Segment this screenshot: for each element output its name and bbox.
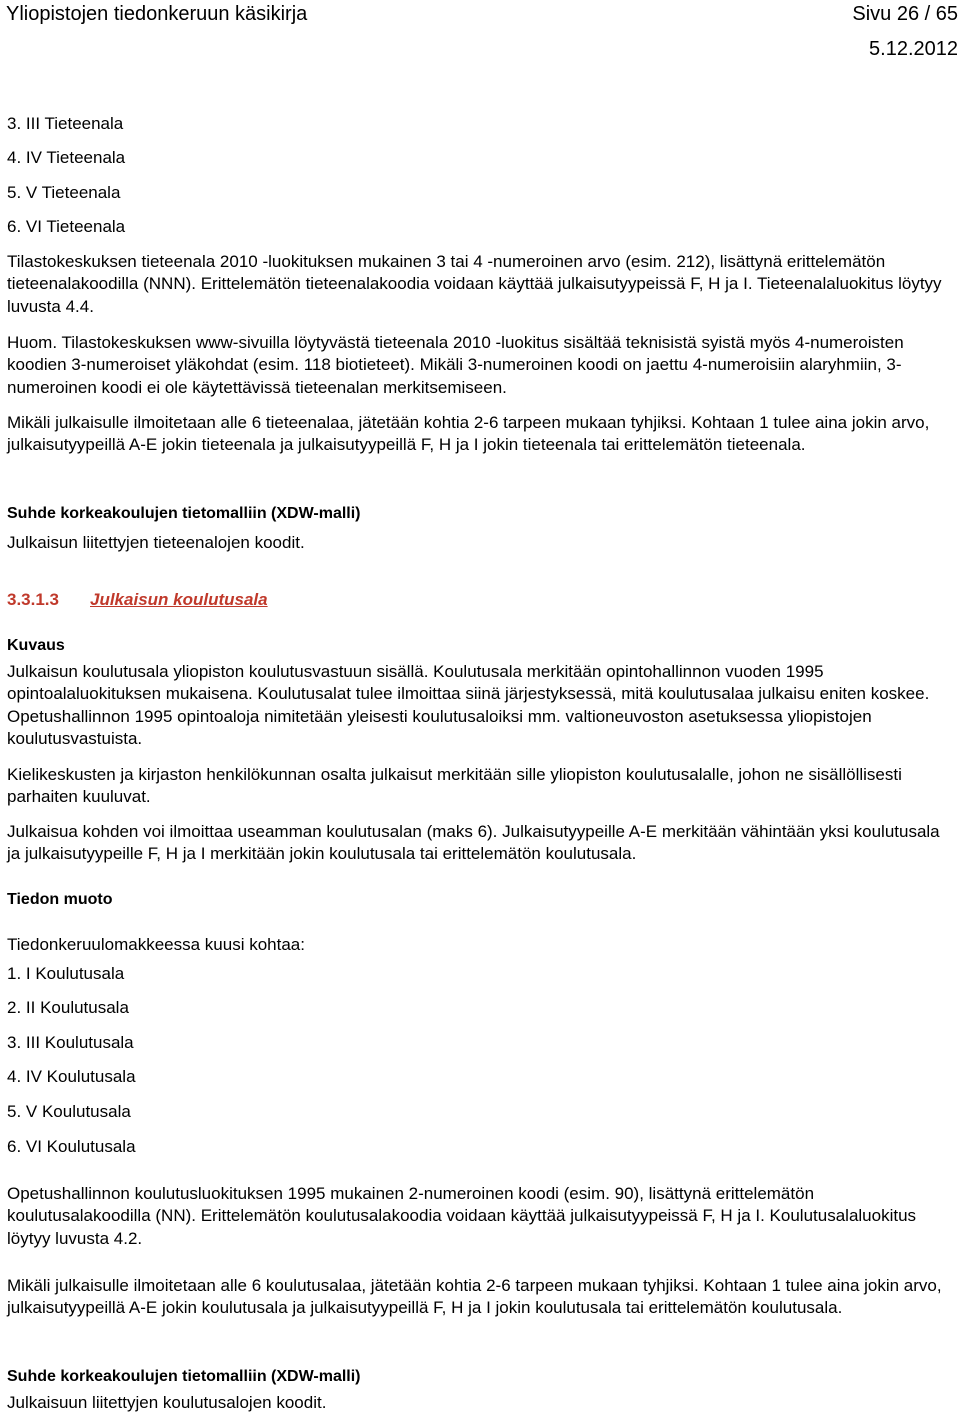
list-item: 3. III Tieteenala [7,114,124,133]
section-heading [7,589,268,611]
xdw-relation-heading: Suhde korkeakoulujen tietomalliin (XDW-malli) [7,505,361,522]
form-intro: Tiedonkeruulomakkeessa kuusi kohtaa: [7,935,305,954]
kuvaus-heading: Kuvaus [7,637,65,654]
paragraph-kuvaus: Julkaisun koulutusala yliopiston koulutusvastuun sisällä. Koulutusala merkitään opintohallinnon vuoden 1995 opintoalaluokituksen mukaisena. Koulutusalat tulee ilmoittaa siinä järjestyksessä, mitä koulutusalaa julkaisu eniten koskee. Opetushallinnon 1995 opintoaloja nimitetään yleisesti koulutusaloiksi mm. valtioneuvoston asetuksessa yliopistojen koulutusvastuista. [7,662,930,748]
list-item: 4. IV Tieteenala [7,148,126,167]
list-item: 2. II Koulutusala [7,998,129,1017]
list-item: 1. I Koulutusala [7,964,125,983]
document-date: 5.12.2012 [869,38,958,60]
tiedon-muoto-heading: Tiedon muoto [7,891,113,908]
list-item: 6. VI Tieteenala [7,217,126,236]
list-item: 6. VI Koulutusala [7,1137,136,1156]
paragraph-julkaisua: Julkaisua kohden voi ilmoittaa useamman koulutusalan (maks 6). Julkaisutyypeille A-E merkitään vähintään yksi koulutusala ja julkaisutyypeille F, H ja I merkitään jokin koulutusala tai erittelemätön koulutusala. [7,822,940,864]
page-number: Sivu 26 / 65 [852,3,958,25]
document-title: Yliopistojen tiedonkeruun käsikirja [6,3,308,25]
list-item: 5. V Koulutusala [7,1102,131,1121]
paragraph-empty-koulutusala: Mikäli julkaisulle ilmoitetaan alle 6 koulutusalaa, jätetään kohtia 2-6 tarpeen mukaan tyhjiksi. Kohtaan 1 tulee aina jokin arvo, julkaisutyypeillä A-E jokin koulutusala ja julkaisutyypeillä F, H ja I jokin koulutusala tai erittelemätön koulutusala. [7,1276,942,1318]
paragraph-opetushallinnon: Opetushallinnon koulutusluokituksen 1995 mukainen 2-numeroinen koodi (esim. 90), lisättynä erittelemätön koulutusalakoodilla (NN). Erittelemätön koulutusalakoodia voidaan käyttää julkaisutyypeissä F, H ja I. Koulutusalaluokitus löytyy luvusta 4.2. [7,1184,917,1248]
xdw-relation-text: Julkaisun liitettyjen tieteenalojen koodit. [7,533,305,552]
list-item: 4. IV Koulutusala [7,1067,136,1086]
paragraph-empty-tieteenala: Mikäli julkaisulle ilmoitetaan alle 6 tieteenalaa, jätetään kohtia 2-6 tarpeen mukaan tyhjiksi. Kohtaan 1 tulee aina jokin arvo, julkaisutyypeillä A-E jokin tieteenala ja julkaisutyypeillä F, H ja I jokin tieteenala tai erittelemätön tieteenala. [7,413,930,455]
list-item: 3. III Koulutusala [7,1033,134,1052]
xdw-relation-text: Julkaisuun liitettyjen koulutusalojen koodit. [7,1393,327,1412]
paragraph-tieteenala-code: Tilastokeskuksen tieteenala 2010 -luokituksen mukainen 3 tai 4 -numeroinen arvo (esim. 212), lisättynä erittelemätön tieteenalakoodilla (NNN). Erittelemätön tieteenalakoodia voidaan käyttää julkaisutyypeissä F, H ja I. Tieteenalaluokitus löytyy luvusta 4.4. [7,252,942,316]
section-number: 3.3.1.3 [7,590,59,609]
xdw-relation-heading: Suhde korkeakoulujen tietomalliin (XDW-malli) [7,1368,361,1385]
section-title: Julkaisun koulutusala [90,590,268,609]
paragraph-huom: Huom. Tilastokeskuksen www-sivuilla löytyvästä tieteenala 2010 -luokitus sisältää teknisistä syistä myös 4-numeroisten koodien 3-numeroiset yläkohdat (esim. 118 biotieteet). Mikäli 3-numeroinen koodi on jaettu 4-numeroisiin alaryhmiin, 3-numeroinen koodi ei ole käytettävissä tieteenalan merkitsemiseen. [7,333,904,397]
paragraph-kielikeskus: Kielikeskusten ja kirjaston henkilökunnan osalta julkaisut merkitään sille yliopiston koulutusalalle, johon ne sisällöllisesti parhaiten kuuluvat. [7,765,902,807]
list-item: 5. V Tieteenala [7,183,121,202]
